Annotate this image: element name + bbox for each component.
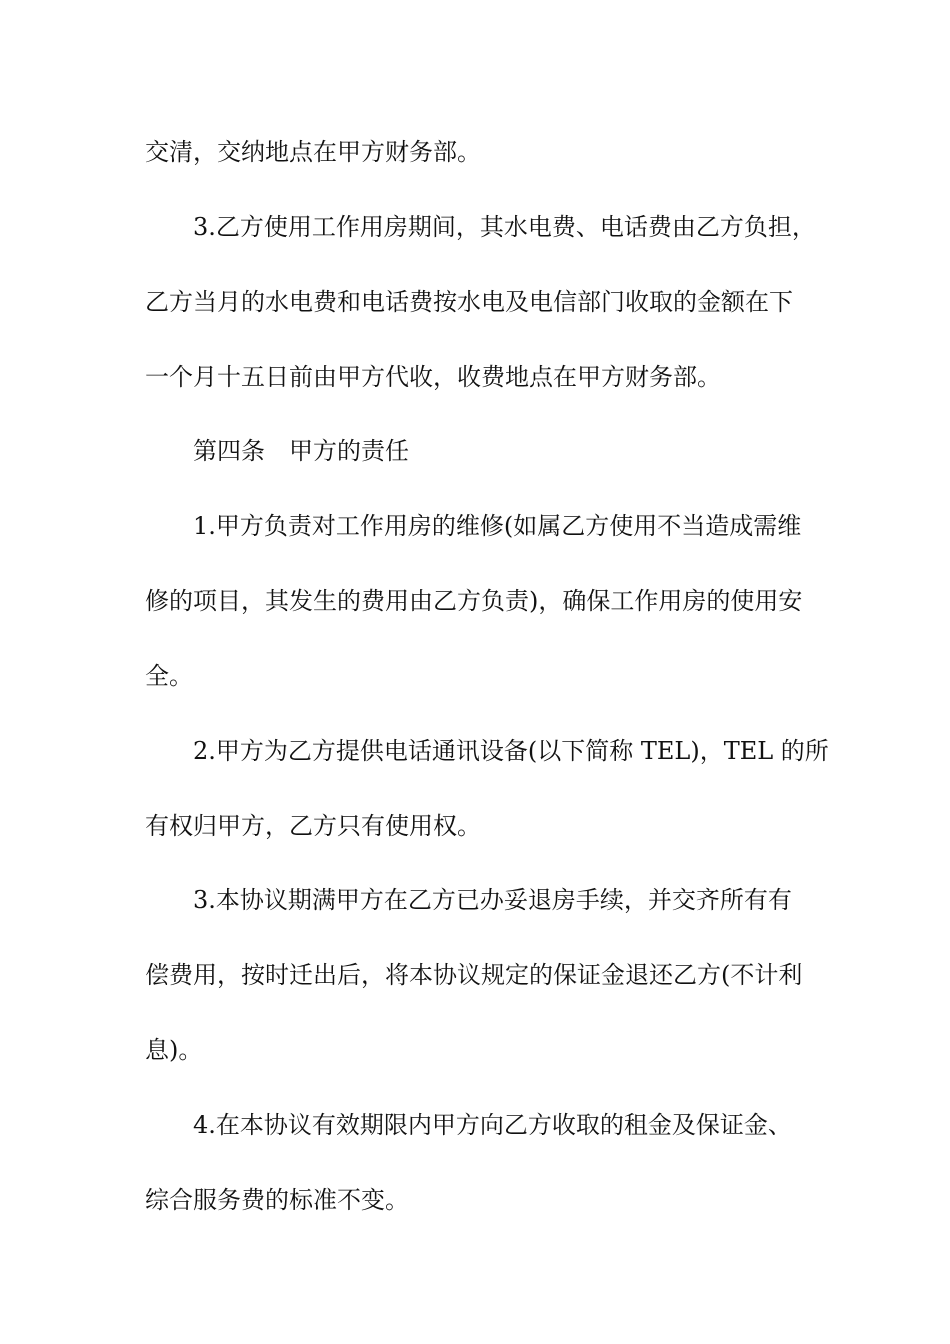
paragraph-line: 3.本协议期满甲方在乙方已办妥退房手续，并交齐所有有 [193,886,792,914]
paragraph-line: 2.甲方为乙方提供电话通讯设备(以下简称 TEL)，TEL 的所 [193,737,829,765]
paragraph-line: 息)。 [145,1036,203,1064]
paragraph-line: 交清，交纳地点在甲方财务部。 [145,138,481,166]
section-heading: 第四条 甲方的责任 [193,437,409,465]
paragraph-line: 4.在本协议有效期限内甲方向乙方收取的租金及保证金、 [193,1111,792,1139]
paragraph-line: 全。 [145,662,193,690]
paragraph-line: 修的项目，其发生的费用由乙方负责)，确保工作用房的使用安 [145,587,803,615]
paragraph-line: 乙方当月的水电费和电话费按水电及电信部门收取的金额在下 [145,288,793,316]
paragraph-line: 3.乙方使用工作用房期间，其水电费、电话费由乙方负担， [193,213,816,241]
paragraph-line: 一个月十五日前由甲方代收，收费地点在甲方财务部。 [145,363,721,391]
paragraph-line: 偿费用，按时迁出后，将本协议规定的保证金退还乙方(不计利 [145,961,803,989]
paragraph-line: 综合服务费的标准不变。 [145,1186,409,1214]
paragraph-line: 1.甲方负责对工作用房的维修(如属乙方使用不当造成需维 [193,512,802,540]
paragraph-line: 有权归甲方，乙方只有使用权。 [145,812,481,840]
